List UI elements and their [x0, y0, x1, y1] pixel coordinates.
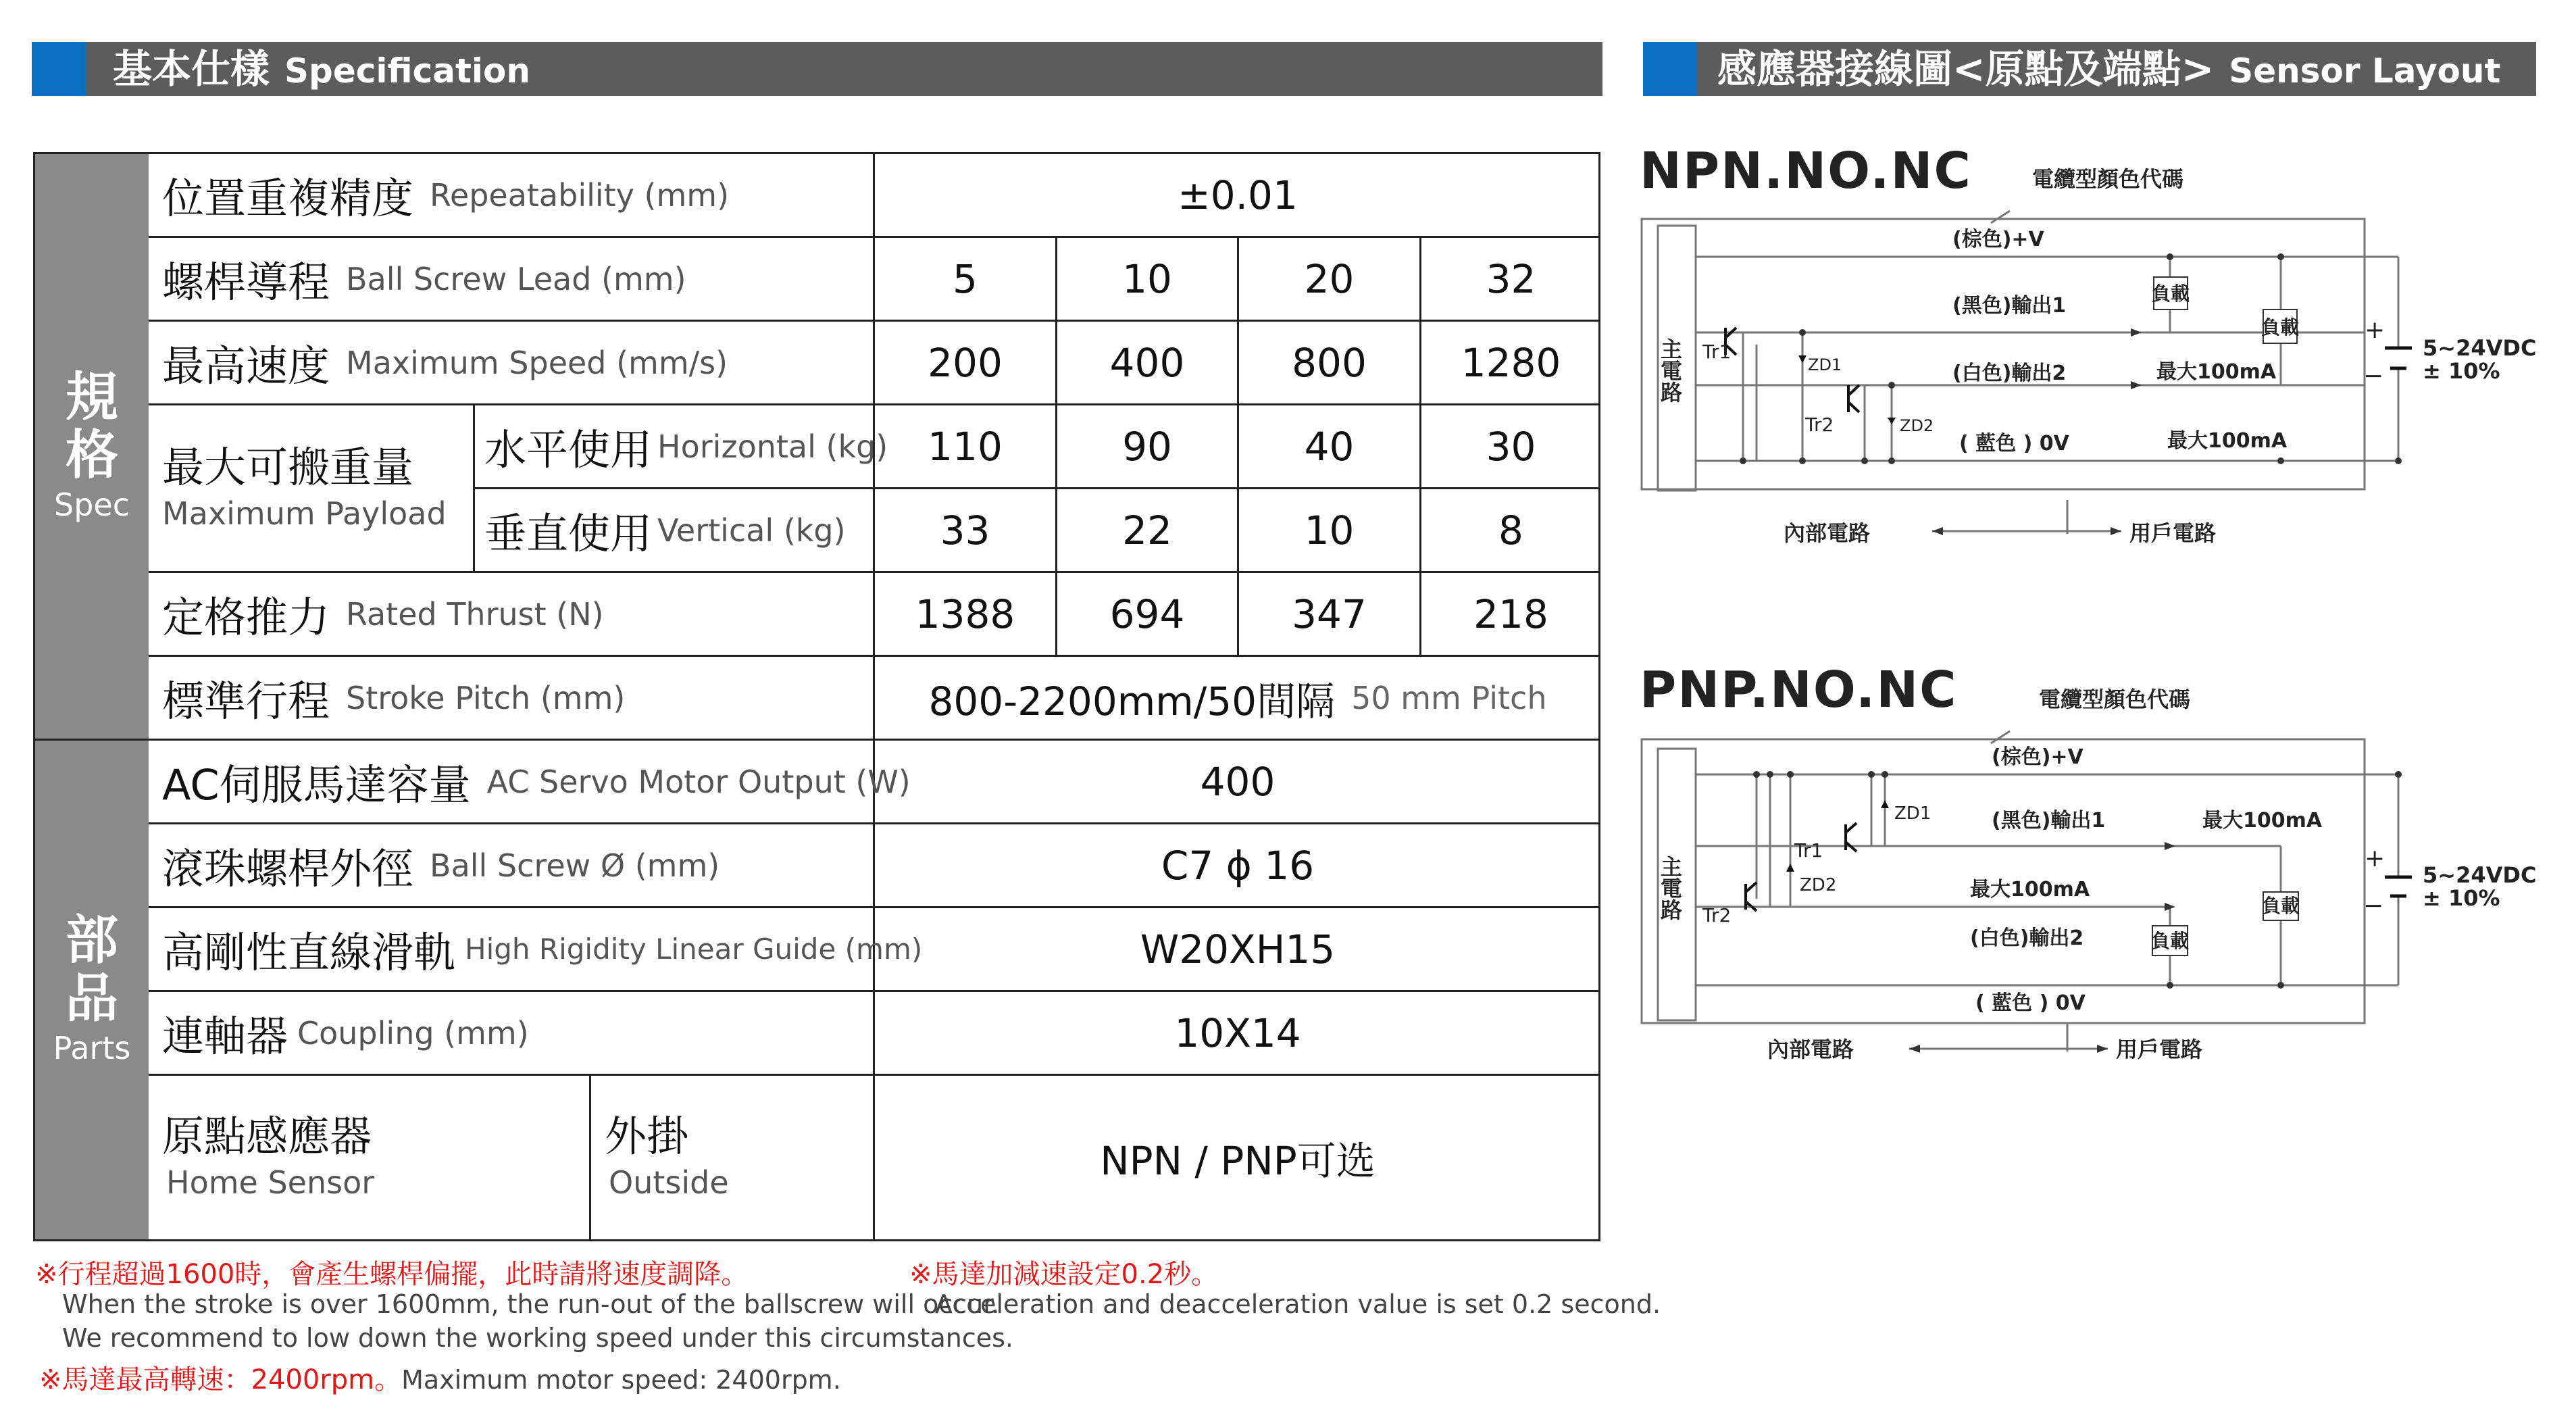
pnp-max-current-1: 最大100mA — [2202, 809, 2323, 833]
payload-horizontal-value: 110 — [928, 423, 1003, 470]
pnp-white-wire: (白色)輸出2 — [1970, 926, 2084, 950]
group-spec: 規格 Spec — [35, 154, 149, 739]
row-payload-label: 最大可搬重量 Maximum Payload — [162, 442, 447, 532]
pnp-title: PNP.NO.NC — [1640, 661, 1958, 719]
pnp-zd2-label: ZD2 — [1800, 875, 1837, 895]
pnp-brown-wire: (棕色)+V — [1992, 745, 2083, 769]
spec-table — [33, 152, 1600, 1241]
sensor-header-title: 感應器接線圖<原點及端點> Sensor Layout — [1717, 46, 2501, 92]
note-stroke-en2: We recommend to low down the working speed under this circumstances. — [62, 1323, 1013, 1353]
npn-main-circuit-label: 主電路 — [1657, 338, 1683, 403]
thrust-value: 694 — [1109, 591, 1185, 637]
npn-white-wire: (白色)輸出2 — [1952, 362, 2067, 385]
payload-vertical-value: 8 — [1498, 507, 1523, 553]
pnp-plus: + — [2365, 845, 2385, 872]
thrust-value: 1388 — [915, 591, 1015, 637]
pnp-load-1: 負載 — [2261, 895, 2300, 917]
row-home-value: NPN / PNP可选 — [1100, 1138, 1375, 1184]
row-motor-label: AC伺服馬達容量 AC Servo Motor Output (W) — [162, 760, 911, 810]
payload-vertical-label: 垂直使用 Vertical (kg) — [484, 509, 846, 558]
pnp-cable-code: 電纜型顏色代碼 — [2039, 687, 2191, 712]
row-stroke-value: 800-2200mm/50間隔 50 mm Pitch — [928, 678, 1547, 724]
payload-horizontal-label: 水平使用 Horizontal (kg) — [484, 425, 888, 474]
npn-blue-wire: ( 藍色 ) 0V — [1959, 432, 2069, 455]
speed-value: 800 — [1292, 339, 1367, 386]
group-parts: 部品 Parts — [35, 741, 149, 1239]
npn-tolerance: ± 10% — [2423, 358, 2500, 384]
row-speed-label: 最高速度 Maximum Speed (mm/s) — [162, 341, 728, 391]
row-guide-label: 高剛性直線滑軌 High Rigidity Linear Guide (mm) — [162, 928, 923, 977]
spec-header-bar — [32, 42, 1602, 96]
row-lead-label: 螺桿導程 Ball Screw Lead (mm) — [162, 257, 686, 307]
pnp-zd1-label: ZD1 — [1894, 803, 1931, 824]
npn-tr2-label: Tr2 — [1805, 414, 1834, 436]
npn-diagram — [1635, 155, 2554, 561]
npn-plus: + — [2365, 316, 2385, 344]
speed-value: 400 — [1109, 339, 1185, 386]
npn-zd2-label: ZD2 — [1900, 416, 1934, 435]
row-home-mount: 外掛 Outside — [605, 1112, 729, 1201]
row-stroke-label: 標準行程 Stroke Pitch (mm) — [162, 676, 626, 726]
pnp-tr1-label: Tr1 — [1794, 839, 1823, 862]
row-motor-value: 400 — [1200, 758, 1276, 805]
pnp-user-circuit: 用戶電路 — [2116, 1037, 2203, 1062]
lead-value: 10 — [1122, 255, 1172, 302]
payload-horizontal-value: 90 — [1122, 423, 1172, 470]
spec-header-title: 基本仕樣 Specification — [113, 46, 530, 92]
header-accent — [1643, 42, 1697, 96]
row-home-label: 原點感應器 Home Sensor — [162, 1112, 375, 1201]
row-screw-value: C7 ϕ 16 — [1161, 842, 1315, 889]
payload-vertical-value: 22 — [1122, 507, 1172, 553]
pnp-supply: 5~24VDC — [2423, 862, 2537, 888]
payload-vertical-value: 10 — [1304, 507, 1355, 553]
npn-supply: 5~24VDC — [2423, 335, 2537, 361]
pnp-load-2: 負載 — [2150, 930, 2190, 952]
row-thrust-label: 定格推力 Rated Thrust (N) — [162, 593, 604, 642]
payload-horizontal-value: 30 — [1486, 423, 1536, 470]
pnp-diagram — [1635, 676, 2554, 1081]
header-accent — [32, 42, 86, 96]
npn-brown-wire: (棕色)+V — [1952, 228, 2044, 251]
lead-value: 5 — [953, 255, 978, 302]
note-stroke-zh: ※行程超過1600時，會產生螺桿偏擺，此時請將速度調降。 — [35, 1259, 749, 1290]
row-screw-label: 滾珠螺桿外徑 Ball Screw Ø (mm) — [162, 844, 720, 893]
pnp-black-wire: (黑色)輸出1 — [1992, 809, 2106, 833]
npn-user-circuit: 用戶電路 — [2129, 520, 2217, 546]
pnp-max-current-2: 最大100mA — [1970, 878, 2090, 901]
speed-value: 200 — [928, 339, 1003, 386]
note-stroke-en1: When the stroke is over 1600mm, the run-out of the ballscrew will occur. — [62, 1289, 1000, 1319]
npn-internal-circuit: 內部電路 — [1784, 520, 1871, 546]
pnp-tolerance: ± 10% — [2423, 885, 2500, 911]
note-motor-speed: ※馬達最高轉速：2400rpm。Maximum motor speed: 2400rpm. — [39, 1364, 841, 1395]
npn-load-1: 負載 — [2151, 282, 2190, 305]
pnp-tr2-label: Tr2 — [1702, 904, 1732, 926]
row-repeatability-value: ±0.01 — [1178, 172, 1298, 218]
npn-load-2: 負載 — [2261, 316, 2300, 339]
lead-value: 32 — [1486, 255, 1536, 302]
npn-title: NPN.NO.NC — [1640, 142, 1972, 200]
pnp-main-circuit-label: 主電路 — [1657, 855, 1683, 920]
npn-black-wire: (黑色)輸出1 — [1952, 294, 2067, 318]
row-coupling-value: 10X14 — [1174, 1010, 1301, 1056]
note-accel-zh: ※馬達加減速設定0.2秒。 — [909, 1259, 1219, 1290]
pnp-minus: − — [2363, 892, 2384, 920]
npn-zd1-label: ZD1 — [1808, 355, 1842, 374]
row-guide-value: W20XH15 — [1140, 926, 1336, 972]
payload-horizontal-value: 40 — [1304, 423, 1355, 470]
pnp-internal-circuit: 內部電路 — [1767, 1037, 1854, 1062]
npn-max-current-2: 最大100mA — [2167, 429, 2288, 453]
row-coupling-label: 連軸器 Coupling (mm) — [162, 1012, 529, 1061]
sensor-header-bar — [1643, 42, 2536, 96]
thrust-value: 347 — [1292, 591, 1367, 637]
lead-value: 20 — [1304, 255, 1355, 302]
npn-max-current-1: 最大100mA — [2156, 360, 2277, 384]
npn-cable-code: 電纜型顏色代碼 — [2032, 166, 2184, 192]
npn-tr1-label: Tr1 — [1702, 341, 1732, 363]
payload-vertical-value: 33 — [940, 507, 990, 553]
pnp-blue-wire: ( 藍色 ) 0V — [1975, 991, 2086, 1015]
npn-minus: − — [2363, 362, 2384, 390]
speed-value: 1280 — [1461, 339, 1561, 386]
note-accel-en: Acceleration and deacceleration value is set 0.2 second. — [935, 1289, 1661, 1319]
thrust-value: 218 — [1473, 591, 1548, 637]
row-repeatability-label: 位置重複精度 Repeatability (mm) — [162, 174, 730, 223]
